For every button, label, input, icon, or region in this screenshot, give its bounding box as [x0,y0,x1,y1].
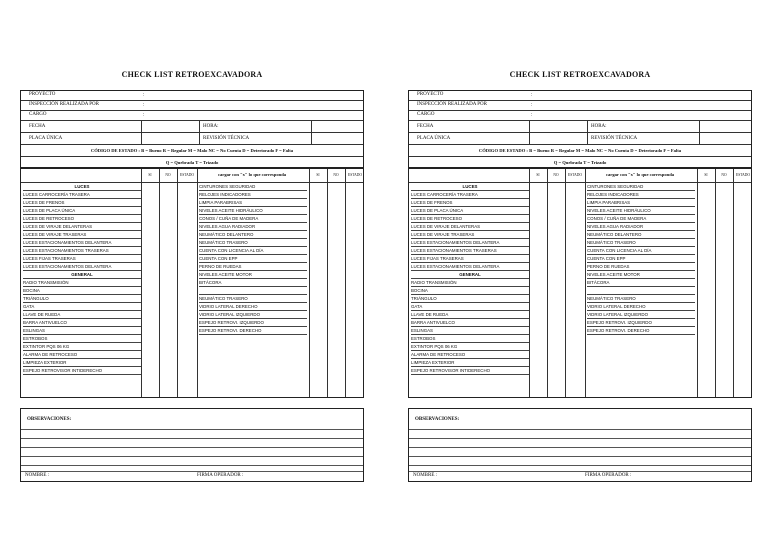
checklist-item-right[interactable]: ESPEJO RETROVI. DERECHO [587,327,695,335]
checklist-item-right[interactable]: CUENTA CON EPP [587,255,695,263]
checklist-item-left[interactable]: LUCES DE FRENOS [23,199,141,207]
checklist-item-right[interactable]: NIVELES AGUA RADIADOR [199,223,307,231]
cargar-header: cargar con "x" lo que corresponda [605,172,675,177]
fecha-row[interactable] [409,121,751,133]
placa-revision-split [199,133,200,144]
checklist-item-left[interactable]: ESPEJO RETROVISOR INTIDERECHO [23,367,141,375]
checklist-item-right[interactable]: NIVELES ACEITE HIDRÁULICO [587,207,695,215]
observaciones-block [408,408,752,482]
inspeccion-colon: : [143,102,145,108]
estado-header-right: ESTADO [736,173,750,177]
checklist-item-right[interactable]: LIMPIA PARABRISAS [587,199,695,207]
checklist-item-left[interactable]: LLAVE DE RUEDA [23,311,141,319]
checklist-item-right[interactable]: LIMPIA PARABRISAS [199,199,307,207]
checklist-item-left[interactable]: LUCES CARROCERÍA TRASERA [411,191,529,199]
no-header-left: NO [165,173,171,177]
checklist-item-right[interactable]: NEUMÁTICO TRASERO [587,295,695,303]
checklist-item-right[interactable]: BITÁCORA [199,279,307,287]
placa-split [529,133,530,144]
checklist-item-left[interactable]: ESLINGAS [23,327,141,335]
cargo-colon: : [531,112,533,118]
inspeccion-row[interactable] [409,101,751,111]
placa-label: PLACA ÚNICA [417,136,451,141]
hora-label: HORA: [203,124,219,129]
observaciones-label: OBSERVACIONES: [415,417,460,422]
checklist-item-right[interactable]: CINTURONES SEGURIDAD [199,183,307,191]
checklist-item-right[interactable]: RELOJES INDICADORES [587,191,695,199]
checklist-item-right[interactable]: BITÁCORA [587,279,695,287]
checklist-item-left[interactable]: LUCES ESTACIONAMIENTOS TRASERAS [411,247,529,255]
grid-col-divider [547,169,548,397]
checklist-item-right[interactable]: VIDRIO LATERAL IZQUIERDO [587,311,695,319]
checklist-item-right[interactable] [587,287,695,295]
observaciones-line[interactable] [409,465,751,466]
checklist-item-left[interactable]: LIMPIEZA EXTERIOR [411,359,529,367]
hora-label: HORA: [591,124,607,129]
grid-col-divider [529,169,530,397]
codigo-estado-line1: CÓDIGO DE ESTADO : B = Bueno R = Regular M = Malo NC = No Cuenta D = Deteriorado F = Falta [478,148,682,153]
hora-split [699,121,700,132]
checklist-item-right[interactable]: NIVELES ACEITE MOTOR [587,271,695,279]
estado-header-left: ESTADO [180,173,194,177]
grid-col-divider [345,169,346,397]
grid-col-divider [177,169,178,397]
checklist-item-left[interactable]: LUCES DE RETROCESO [411,215,529,223]
checklist-item-left[interactable]: LUCES CARROCERÍA TRASERA [23,191,141,199]
checklist-item-right[interactable]: CUENTA CON EPP [199,255,307,263]
grid-col-divider [309,169,310,397]
checklist-item-left[interactable]: LUCES FIJAS TRASERAS [23,255,141,263]
codigo-estado-line1: CÓDIGO DE ESTADO : B = Bueno R = Regular M = Malo NC = No Cuenta D = Deteriorado F = Falta [90,148,294,153]
fecha-hora-split [199,121,200,132]
grid-col-divider [141,169,142,397]
grid-col-divider [197,169,198,397]
footer-line [409,471,751,472]
checklist-item-left[interactable]: LUCES ESTACIONAMIENTOS DELANTERA [23,239,141,247]
checklist-item-right[interactable]: NEUMÁTICO TRASERO [199,295,307,303]
checklist-item-left[interactable]: LUCES ESTACIONAMIENTOS TRASERAS [23,247,141,255]
checklist-item-right[interactable]: VIDRIO LATERAL IZQUIERDO [199,311,307,319]
no-header-right: NO [333,173,339,177]
proyecto-label: PROYECTO [417,92,444,97]
inspeccion-row[interactable] [21,101,363,111]
checklist-item-right[interactable]: NEUMÁTICO DELANTERO [199,231,307,239]
checklist-item-left[interactable]: LIMPIEZA EXTERIOR [23,359,141,367]
checklist-item-left[interactable]: LUCES DE PLACA ÚNICA [411,207,529,215]
checklist-item-left[interactable]: RADIO TRANSMISIÓN [411,279,529,287]
checklist-item-right[interactable]: CONOS / CUÑA DE MADERA [199,215,307,223]
checklist-item-left[interactable]: LUCES [23,183,141,191]
checklist-item-right[interactable]: NIVELES ACEITE HIDRÁULICO [199,207,307,215]
header-block [408,90,752,168]
grid-col-divider [715,169,716,397]
cargo-colon: : [143,112,145,118]
checklist-item-right[interactable]: ESPEJO RETROVI. IZQUIERDO [587,319,695,327]
checklist-item-left[interactable]: GENERAL [411,271,529,279]
inspeccion-label: INSPECCIÓN REALIZADA POR [417,102,488,107]
checklist-item-left[interactable]: TRIÁNGULO [23,295,141,303]
grid-header [409,169,751,183]
grid-col-divider [697,169,698,397]
proyecto-row[interactable] [21,91,363,101]
checklist-sheet-right [408,0,752,543]
revision-label: REVISIÓN TÉCNICA [203,136,250,141]
inspeccion-colon: : [531,102,533,108]
checklist-item-right[interactable]: PERNO DE RUEDAS [587,263,695,271]
estado-header-left: ESTADO [568,173,582,177]
fecha-split [529,121,530,132]
checklist-item-left[interactable]: GENERAL [23,271,141,279]
placa-row[interactable] [21,133,363,145]
observaciones-line[interactable] [409,438,751,439]
revision-label: REVISIÓN TÉCNICA [591,136,638,141]
estado-header-right: ESTADO [348,173,362,177]
checklist-item-left[interactable]: EXTINTOR PQS 06 KG [411,343,529,351]
checklist-item-right[interactable]: CUENTA CON LICENCIA AL DÍA [587,247,695,255]
checklist-item-left[interactable]: BOCINA [23,287,141,295]
checklist-sheet-left [20,0,364,543]
checklist-item-left[interactable]: LUCES DE VIRAJE TRASERAS [411,231,529,239]
observaciones-line[interactable] [21,456,363,457]
checklist-item-left[interactable]: LUCES ESTACIONAMIENTOS DELANTERA [411,239,529,247]
codigo-row [409,145,751,157]
placa-label: PLACA ÚNICA [29,136,63,141]
observaciones-line[interactable] [409,456,751,457]
checklist-item-left[interactable]: RADIO TRANSMISIÓN [23,279,141,287]
checklist-item-right[interactable]: NEUMÁTICO TRASERO [199,239,307,247]
cargar-header: cargar con "x" lo que corresponda [217,172,287,177]
placa-split [141,133,142,144]
sheet-title: CHECK LIST RETROEXCAVADORA [509,70,651,79]
checklist-item-right[interactable]: NIVELES AGUA RADIADOR [587,223,695,231]
checklist-item-right[interactable]: ESPEJO RETROVI. DERECHO [199,327,307,335]
proyecto-row[interactable] [409,91,751,101]
footer-line [21,471,363,472]
nombre-label: NOMBRE : [413,473,438,478]
cargo-row[interactable] [409,111,751,121]
grid-col-divider [733,169,734,397]
fecha-label: FECHA [29,124,46,129]
firma-label: FIRMA OPERADOR : [197,473,244,478]
grid-col-divider [565,169,566,397]
checklist-item-left[interactable]: ESTROBOS [411,335,529,343]
observaciones-line[interactable] [21,447,363,448]
nombre-label: NOMBRE : [25,473,50,478]
no-header-right: NO [721,173,727,177]
checklist-item-left[interactable]: LUCES DE PLACA ÚNICA [23,207,141,215]
grid-col-divider [327,169,328,397]
checklist-item-left[interactable]: TRIÁNGULO [411,295,529,303]
fecha-row[interactable] [21,121,363,133]
si-header-right: SI [316,173,320,177]
inspeccion-label: INSPECCIÓN REALIZADA POR [29,102,100,107]
checklist-item-left[interactable]: LUCES DE VIRAJE TRASERAS [23,231,141,239]
hora-split [311,121,312,132]
checklist-item-left[interactable]: LUCES DE FRENOS [411,199,529,207]
cargo-label: CARGO [29,112,47,117]
checklist-item-right[interactable] [199,287,307,295]
placa-row[interactable] [409,133,751,145]
sheet-title: CHECK LIST RETROEXCAVADORA [121,70,263,79]
fecha-hora-split [587,121,588,132]
checklist-item-left[interactable]: BARRA ANTIVUELCO [23,319,141,327]
checklist-item-right[interactable]: NEUMÁTICO DELANTERO [587,231,695,239]
checklist-item-left[interactable]: ALARMA DE RETROCESO [411,351,529,359]
checklist-item-left[interactable]: LUCES ESTACIONAMIENTOS DELANTERA [411,263,529,271]
checklist-grid [408,168,752,398]
proyecto-colon: : [143,92,145,98]
observaciones-line[interactable] [409,447,751,448]
checklist-grid [20,168,364,398]
grid-col-divider [585,169,586,397]
observaciones-block [20,408,364,482]
revision-split [311,133,312,144]
checklist-item-left[interactable]: EXTINTOR PQS 06 KG [23,343,141,351]
codigo-estado-line2: Q = Quebrada T = Trizado [165,160,219,165]
checklist-item-right[interactable]: NIVELES ACEITE MOTOR [199,271,307,279]
si-header-right: SI [704,173,708,177]
si-header-left: SI [148,173,152,177]
observaciones-line[interactable] [409,429,751,430]
checklist-item-right[interactable]: CUENTA CON LICENCIA AL DÍA [199,247,307,255]
checklist-item-right[interactable]: NEUMÁTICO TRASERO [587,239,695,247]
checklist-item-left[interactable]: GATA [23,303,141,311]
checklist-item-left[interactable]: ESPEJO RETROVISOR INTIDERECHO [411,367,529,375]
checklist-item-left[interactable]: LUCES DE VIRAJE DELANTERAS [23,223,141,231]
grid-header [21,169,363,183]
checklist-item-left[interactable]: LUCES DE VIRAJE DELANTERAS [411,223,529,231]
checklist-item-left[interactable]: LUCES DE RETROCESO [23,215,141,223]
observaciones-line[interactable] [21,438,363,439]
firma-label: FIRMA OPERADOR : [585,473,632,478]
codigo-row [21,145,363,157]
checklist-item-right[interactable]: RELOJES INDICADORES [199,191,307,199]
revision-split [699,133,700,144]
proyecto-label: PROYECTO [29,92,56,97]
checklist-item-right[interactable]: VIDRIO LATERAL DERECHO [587,303,695,311]
cargo-label: CARGO [417,112,435,117]
cargo-row[interactable] [21,111,363,121]
checklist-item-left[interactable]: BOCINA [411,287,529,295]
checklist-item-right[interactable]: CINTURONES SEGURIDAD [587,183,695,191]
no-header-left: NO [553,173,559,177]
observaciones-label: OBSERVACIONES: [27,417,72,422]
checklist-item-left[interactable]: GATA [411,303,529,311]
placa-revision-split [587,133,588,144]
codigo-estado-line2: Q = Quebrada T = Trizado [553,160,607,165]
observaciones-line[interactable] [21,429,363,430]
checklist-item-left[interactable]: LUCES [411,183,529,191]
checklist-item-left[interactable]: ESLINGAS [411,327,529,335]
fecha-label: FECHA [417,124,434,129]
checklist-item-left[interactable]: BARRA ANTIVUELCO [411,319,529,327]
header-block [20,90,364,168]
checklist-item-left[interactable]: LLAVE DE RUEDA [411,311,529,319]
checklist-item-left[interactable]: LUCES ESTACIONAMIENTOS DELANTERA [23,263,141,271]
grid-col-divider [159,169,160,397]
observaciones-line[interactable] [21,465,363,466]
checklist-item-right[interactable]: CONOS / CUÑA DE MADERA [587,215,695,223]
checklist-item-left[interactable]: ALARMA DE RETROCESO [23,351,141,359]
proyecto-colon: : [531,92,533,98]
checklist-item-left[interactable]: LUCES FIJAS TRASERAS [411,255,529,263]
si-header-left: SI [536,173,540,177]
checklist-item-right[interactable]: ESPEJO RETROVI. IZQUIERDO [199,319,307,327]
checklist-item-left[interactable]: ESTROBOS [23,335,141,343]
checklist-item-right[interactable]: VIDRIO LATERAL DERECHO [199,303,307,311]
fecha-split [141,121,142,132]
checklist-item-right[interactable]: PERNO DE RUEDAS [199,263,307,271]
